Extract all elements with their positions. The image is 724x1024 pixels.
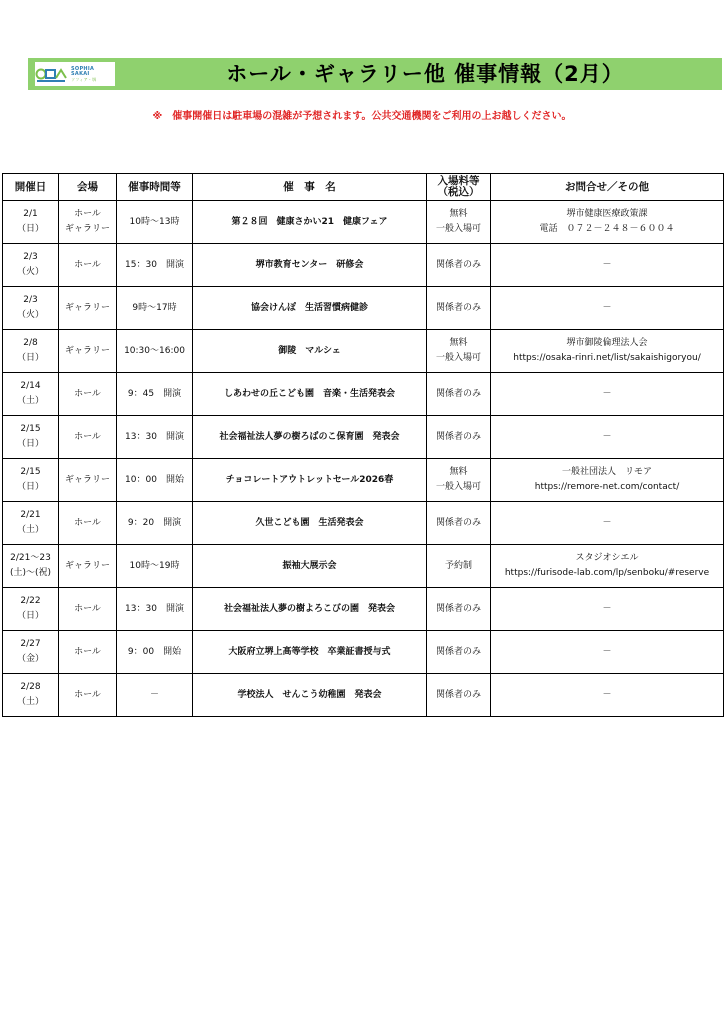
cell-time: 9時～17時 [117,287,193,330]
header-contact: お問合せ／その他 [491,174,724,201]
title-banner [28,58,722,90]
cell-venue: ホール ギャラリー [59,201,117,244]
table-row [3,416,724,459]
cell-event-name: 社会福祉法人夢の樹よろこびの園 発表会 [193,588,427,631]
cell-time: 10時～19時 [117,545,193,588]
cell-contact: スタジオシエル https://furisode-lab.com/lp/senboku/#reserve [491,545,724,588]
cell-venue: ギャラリー [59,545,117,588]
table-row [3,373,724,416]
table-row [3,330,724,373]
header-venue: 会場 [59,174,117,201]
cell-time: 13：30 開演 [117,588,193,631]
cell-date: 2/21 （土） [3,502,59,545]
table-row [3,287,724,330]
cell-contact: － [491,287,724,330]
parking-notice: ※ 催事開催日は駐車場の混雑が予想されます。公共交通機関をご利用の上お越しください。 [152,111,572,122]
cell-venue: ホール [59,244,117,287]
cell-fee: 無料 一般入場可 [427,459,491,502]
cell-venue: ギャラリー [59,287,117,330]
table-row [3,674,724,717]
cell-fee: 関係者のみ [427,674,491,717]
cell-date: 2/3 （火） [3,244,59,287]
cell-event-name: 堺市教育センター 研修会 [193,244,427,287]
header-date: 開催日 [3,174,59,201]
table-row [3,459,724,502]
table-row [3,545,724,588]
cell-time: 10時～13時 [117,201,193,244]
cell-time: 13：30 開演 [117,416,193,459]
table-row [3,201,724,244]
cell-fee: 無料 一般入場可 [427,201,491,244]
cell-date: 2/15 （日） [3,459,59,502]
cell-venue: ギャラリー [59,330,117,373]
cell-date: 2/22 （日） [3,588,59,631]
cell-date: 2/8 （日） [3,330,59,373]
cell-date: 2/15 （日） [3,416,59,459]
cell-fee: 関係者のみ [427,631,491,674]
cell-event-name: 協会けんぽ 生活習慣病健診 [193,287,427,330]
header-fee: 入場料等 （税込） [427,174,491,201]
cell-event-name: 大阪府立堺上高等学校 卒業証書授与式 [193,631,427,674]
cell-event-name: 学校法人 せんこう幼稚園 発表会 [193,674,427,717]
header-event-name: 催 事 名 [193,174,427,201]
cell-contact: － [491,373,724,416]
cell-venue: ホール [59,588,117,631]
cell-event-name: 御陵 マルシェ [193,330,427,373]
cell-fee: 関係者のみ [427,287,491,330]
cell-time: 9：20 開演 [117,502,193,545]
cell-event-name: 久世こども園 生活発表会 [193,502,427,545]
cell-event-name: 振袖大展示会 [193,545,427,588]
cell-time: 10:30～16:00 [117,330,193,373]
table-row [3,631,724,674]
sophia-sakai-logo [35,62,115,86]
cell-date: 2/21～23 (土)～(祝) [3,545,59,588]
cell-venue: ホール [59,674,117,717]
cell-event-name: しあわせの丘こども園 音楽・生活発表会 [193,373,427,416]
cell-time: 9：45 開演 [117,373,193,416]
cell-date: 2/14 （土） [3,373,59,416]
cell-time: 15：30 開演 [117,244,193,287]
logo-text: SOPHIA SAKAI ソフィア・堺 [71,65,97,82]
table-row [3,588,724,631]
cell-date: 2/27 （金） [3,631,59,674]
cell-fee: 関係者のみ [427,416,491,459]
page-title: ホール・ギャラリー他 催事情報（2月） [226,62,624,86]
events-table [2,173,724,717]
cell-contact: 堺市御陵倫理法人会 https://osaka-rinri.net/list/sakaishigoryou/ [491,330,724,373]
cell-fee: 関係者のみ [427,588,491,631]
table-row [3,502,724,545]
cell-fee: 関係者のみ [427,373,491,416]
cell-date: 2/3 （火） [3,287,59,330]
cell-venue: ホール [59,502,117,545]
logo-mark-icon [35,64,67,84]
cell-fee: 無料 一般入場可 [427,330,491,373]
cell-contact: － [491,674,724,717]
table-header-row [3,174,724,201]
cell-contact: － [491,631,724,674]
cell-venue: ホール [59,373,117,416]
cell-event-name: 第２８回 健康さかい21 健康フェア [193,201,427,244]
cell-contact: 堺市健康医療政策課 電話 ０７２－２４８－６００４ [491,201,724,244]
cell-time: 10：00 開始 [117,459,193,502]
cell-contact: － [491,502,724,545]
cell-contact: － [491,588,724,631]
cell-contact: 一般社団法人 リモア https://remore-net.com/contact/ [491,459,724,502]
cell-date: 2/28 （土） [3,674,59,717]
cell-time: － [117,674,193,717]
cell-fee: 関係者のみ [427,244,491,287]
cell-time: 9：00 開始 [117,631,193,674]
header-time: 催事時間等 [117,174,193,201]
cell-fee: 予約制 [427,545,491,588]
cell-fee: 関係者のみ [427,502,491,545]
cell-event-name: 社会福祉法人夢の樹ろばのこ保育園 発表会 [193,416,427,459]
cell-contact: － [491,244,724,287]
cell-event-name: チョコレートアウトレットセール2026春 [193,459,427,502]
cell-date: 2/1 （日） [3,201,59,244]
cell-contact: － [491,416,724,459]
cell-venue: ホール [59,416,117,459]
table-row [3,244,724,287]
cell-venue: ギャラリー [59,459,117,502]
cell-venue: ホール [59,631,117,674]
